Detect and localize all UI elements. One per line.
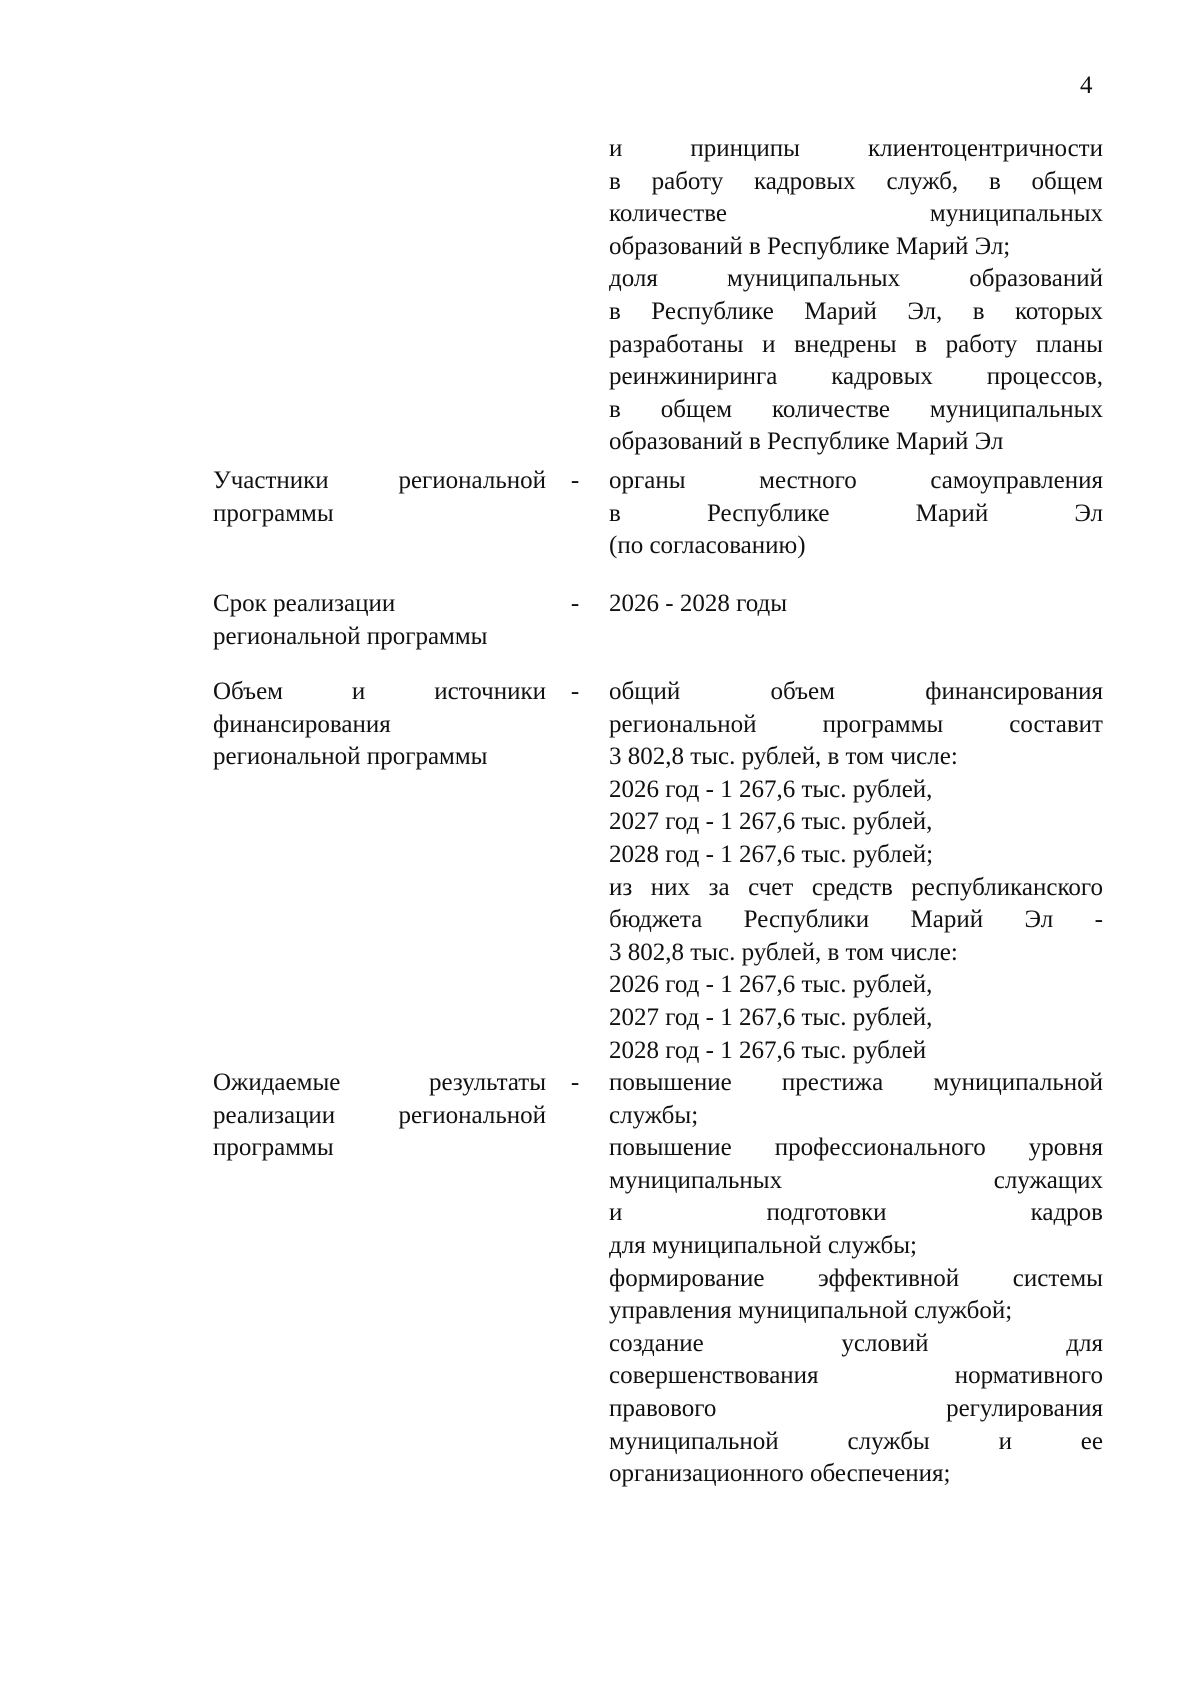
value-line: 3 802,8 тыс. рублей, в том числе: [609, 743, 958, 771]
section-value [609, 465, 1103, 563]
label-line: программы [213, 1134, 334, 1162]
value-line: и подготовки кадров [609, 1199, 1103, 1227]
text-line: в общем количестве муниципальных [609, 395, 1103, 423]
section-label [213, 465, 546, 530]
value-line: службы; [609, 1101, 699, 1129]
section-value [609, 1067, 1103, 1491]
value-line: муниципальной службы и ее [609, 1427, 1103, 1455]
value-line: муниципальных служащих [609, 1166, 1103, 1194]
value-line: повышение престижа муниципальной [609, 1069, 1103, 1096]
value-line: 2027 год - 1 267,6 тыс. рублей, [609, 1003, 933, 1031]
value-line: управления муниципальной службой; [609, 1297, 1013, 1325]
text-line: в Республике Марий Эл, в которых [609, 297, 1103, 325]
dash-separator: - [570, 467, 580, 494]
label-line: программы [213, 499, 334, 527]
value-line: в Республике Марий Эл [609, 499, 1103, 527]
text-line: доля муниципальных образований [609, 265, 1103, 293]
value-line: правового регулирования [609, 1394, 1103, 1422]
value-line: создание условий для [609, 1329, 1103, 1357]
value-line: организационного обеспечения; [609, 1460, 951, 1488]
text-line: и принципы клиентоцентричности [609, 135, 1103, 162]
dash-separator: - [570, 678, 580, 705]
section-value [609, 588, 1103, 621]
value-line: из них за счет средств республиканского [609, 873, 1103, 901]
value-line: 3 802,8 тыс. рублей, в том числе: [609, 938, 958, 966]
page-number: 4 [1080, 72, 1093, 99]
value-line: общий объем финансирования [609, 678, 1103, 705]
dash-separator: - [570, 1069, 580, 1096]
dash-separator: - [570, 590, 580, 617]
value-line: (по согласованию) [609, 532, 806, 560]
text-line: образований в Республике Марий Эл [609, 428, 1004, 456]
continuation-text [609, 133, 1103, 459]
value-line: 2028 год - 1 267,6 тыс. рублей; [609, 840, 934, 868]
label-line: Участники региональной [213, 467, 546, 494]
section-label [213, 588, 546, 653]
value-line: органы местного самоуправления [609, 467, 1103, 494]
text-line: разработаны и внедрены в работу планы [609, 330, 1103, 358]
value-line: 2026 год - 1 267,6 тыс. рублей, [609, 971, 933, 999]
value-line: 2026 - 2028 годы [609, 590, 788, 617]
value-line: совершенствования нормативного [609, 1362, 1103, 1390]
section-label [213, 1067, 546, 1165]
text-line: реинжиниринга кадровых процессов, [609, 363, 1103, 391]
label-line: Объем и источники [213, 678, 546, 705]
label-line: Ожидаемые результаты [213, 1069, 546, 1096]
value-line: бюджета Республики Марий Эл - [609, 906, 1103, 934]
section-value [609, 676, 1103, 1067]
text-line: образований в Республике Марий Эл; [609, 232, 1011, 260]
label-line: региональной программы [213, 743, 488, 771]
value-line: региональной программы составит [609, 710, 1103, 738]
value-line: 2026 год - 1 267,6 тыс. рублей, [609, 775, 933, 803]
value-line: формирование эффективной системы [609, 1264, 1103, 1292]
section-label [213, 676, 546, 774]
value-line: повышение профессионального уровня [609, 1134, 1103, 1162]
label-line: региональной программы [213, 622, 488, 650]
value-line: 2028 год - 1 267,6 тыс. рублей [609, 1036, 927, 1064]
label-line: Срок реализации [213, 590, 396, 617]
text-line: количестве муниципальных [609, 200, 1103, 228]
value-line: для муниципальной службы; [609, 1231, 918, 1259]
label-line: финансирования [213, 710, 391, 738]
label-line: реализации региональной [213, 1101, 546, 1129]
text-line: в работу кадровых служб, в общем [609, 167, 1103, 195]
value-line: 2027 год - 1 267,6 тыс. рублей, [609, 808, 933, 836]
